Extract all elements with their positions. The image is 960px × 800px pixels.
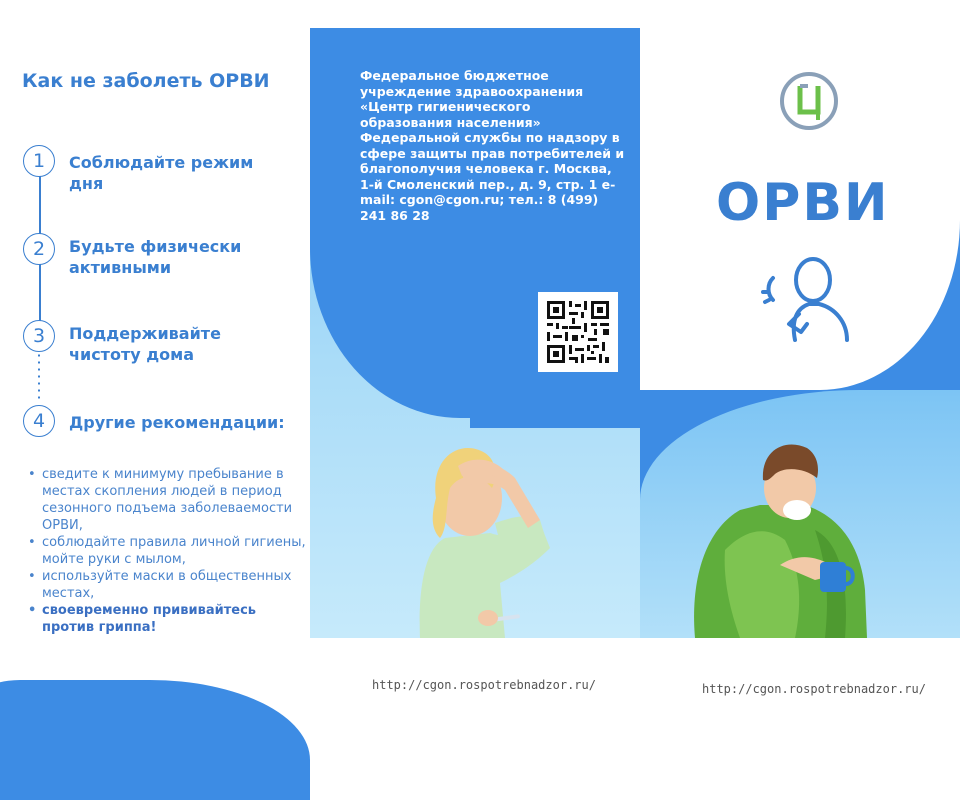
recommendations-list (28, 466, 312, 636)
step-number-3: 3 (23, 320, 55, 352)
brochure-title: ОРВИ (716, 173, 890, 233)
step-dots (38, 352, 40, 402)
sick-man-illustration (685, 430, 885, 640)
left-title: Как не заболеть ОРВИ (22, 70, 270, 92)
recommendation-item: • используйте маски в общественных местах, (42, 568, 312, 602)
middle-panel (310, 28, 640, 638)
recommendation-item: • сведите к минимуму пребывание в местах скопления людей в период сезонного подъема заболеваемости ОРВИ, (42, 466, 312, 534)
qr-code-icon (538, 292, 618, 372)
organization-address: Федеральное бюджетное учреждение здравоохранения «Центр гигиенического образования населения» Федеральной службы по надзору в сфере защиты прав потребителей и благополучия человека г. Москва, 1-й Смоленский пер., д. 9, стр. 1 e-mail: cgon@cgon.ru; тел.: 8 (499) 241 86 28 (360, 68, 625, 223)
footer-decoration (0, 680, 310, 800)
sick-woman-illustration (400, 428, 560, 638)
qr-code[interactable] (538, 292, 618, 372)
logo-icon (778, 70, 840, 132)
step-number-2: 2 (23, 233, 55, 265)
step-text-2: Будьте физически активными (69, 237, 242, 277)
step-text-3: Поддерживайте чистоту дома (69, 324, 221, 364)
step-text-4: Другие рекомендации: (69, 413, 285, 432)
step-text-1: Соблюдайте режим дня (69, 153, 254, 193)
website-link[interactable]: http://cgon.rospotrebnadzor.ru/ (702, 682, 926, 696)
step-connector (39, 262, 41, 322)
website-link[interactable]: http://cgon.rospotrebnadzor.ru/ (372, 678, 596, 692)
recommendation-item: • своевременно прививайтесь против гриппа! (42, 602, 312, 636)
recommendation-item: • соблюдайте правила личной гигиены, мойте руки с мылом, (42, 534, 312, 568)
coughing-person-icon (755, 252, 855, 347)
step-number-4: 4 (23, 405, 55, 437)
step-number-1: 1 (23, 145, 55, 177)
step-connector (39, 176, 41, 236)
